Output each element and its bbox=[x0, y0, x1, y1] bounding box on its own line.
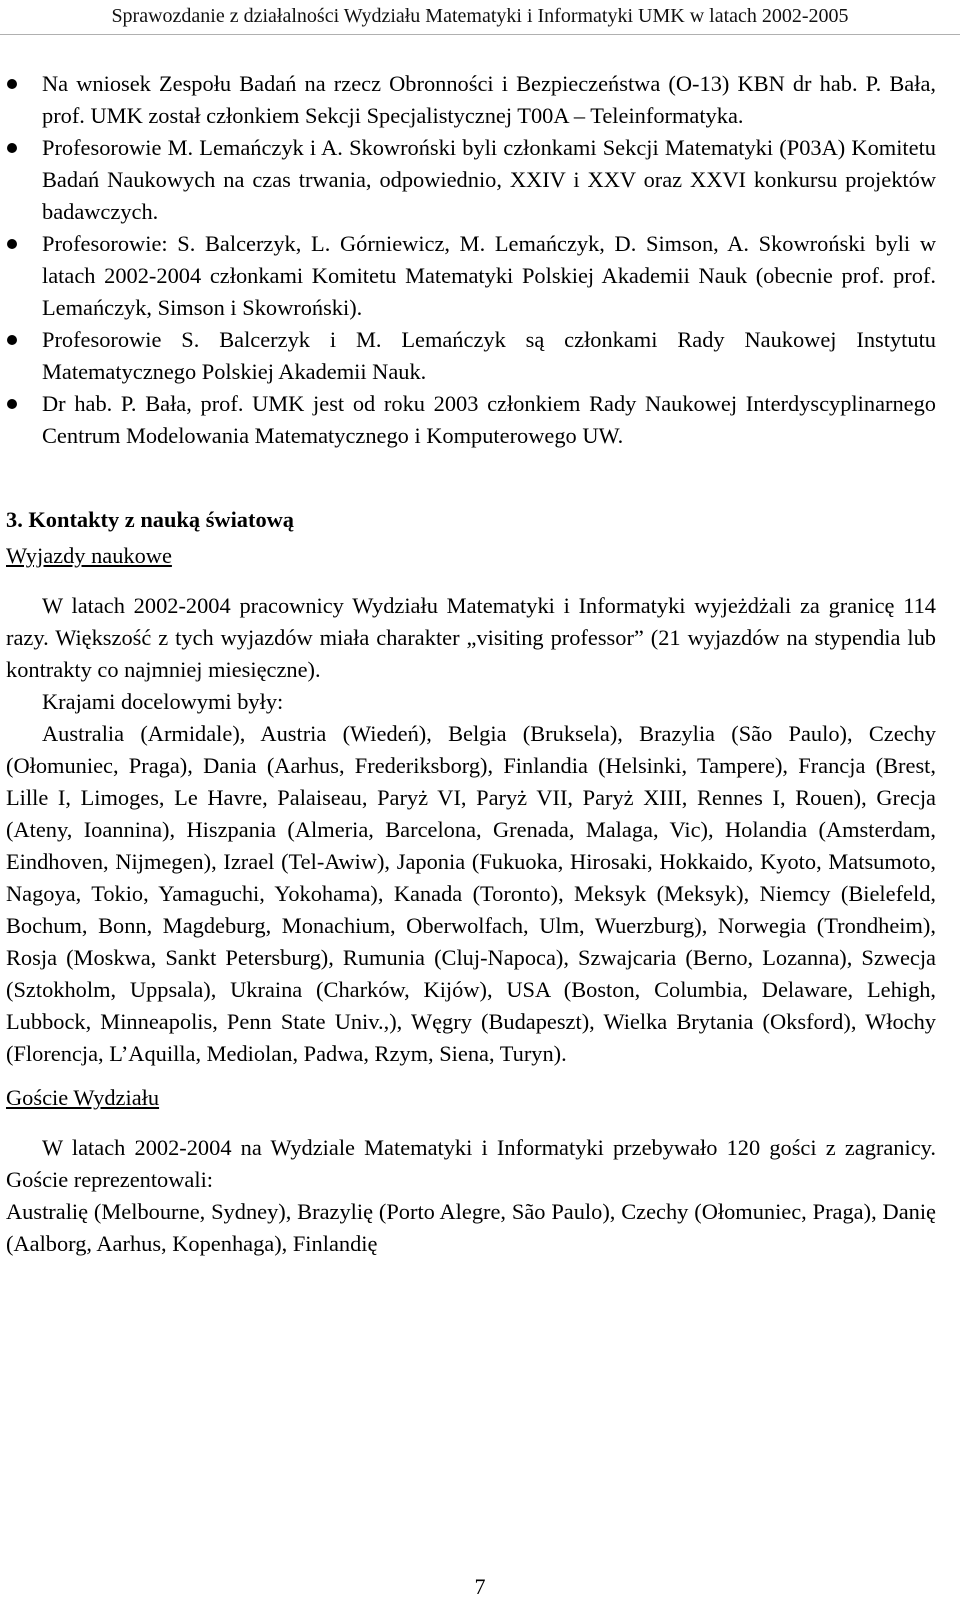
running-header bbox=[0, 0, 960, 35]
membership-list bbox=[6, 68, 936, 452]
guests-paragraph: W latach 2002-2004 na Wydziale Matematyki i Informatyki przebywało 120 gości z zagranicy. Goście reprezentowali: bbox=[6, 1135, 936, 1192]
guests-countries: Australię (Melbourne, Sydney), Brazylię (Porto Alegre, São Paulo), Czechy (Ołomuniec, Praga), Danię (Aalborg, Aarhus, Kopenhaga), Finlandię bbox=[6, 1199, 936, 1256]
list-item: Profesorowie: S. Balcerzyk, L. Górniewicz, M. Lemańczyk, D. Simson, A. Skowroński byli w latach 2002-2004 członkami Komitetu Matematyki Polskiej Akademii Nauk (obecnie prof. prof. Lemańczyk, Simson i Skowroński). bbox=[6, 228, 936, 324]
subsection-heading-guests: Goście Wydziału bbox=[6, 1085, 160, 1110]
countries-label: Krajami docelowymi były: bbox=[42, 689, 284, 714]
running-header-title: Sprawozdanie z działalności Wydziału Matematyki i Informatyki UMK w latach 2002-2005 bbox=[111, 5, 849, 27]
subsection-heading-trips: Wyjazdy naukowe bbox=[6, 543, 172, 568]
section-title: 3. Kontakty z nauką światową bbox=[6, 507, 295, 532]
page-body bbox=[6, 68, 936, 1260]
page-number: 7 bbox=[474, 1574, 486, 1599]
countries-list: Australia (Armidale), Austria (Wiedeń), Belgia (Bruksela), Brazylia (São Paulo), Czechy (Ołomuniec, Praga), Dania (Aarhus, Frederiksborg), Finlandia (Helsinki, Tampere), Francja (Brest, Lille I, Limoges, Le Havre, Palaiseau, Paryż VI, Paryż VII, Paryż XIII, Rennes I, Rouen), Grecja (Ateny, Ioannina), Hiszpania (Almeria, Barcelona, Grenada, Malaga, Vic), Holandia (Amsterdam, Eindhoven, Nijmegen), Izrael (Tel-Awiw), Japonia (Fukuoka, Hirosaki, Hokkaido, Kyoto, Matsumoto, Nagoya, Tokio, Yamaguchi, Yokohama), Kanada (Toronto), Meksyk (Meksyk), Niemcy (Bielefeld, Bochum, Bonn, Magdeburg, Monachium, Oberwolfach, Ulm, Wuerzburg), Norwegia (Trondheim), Rosja (Moskwa, Sankt Petersburg), Rumunia (Cluj-Napoca), Szwajcaria (Berno, Lozanna), Szwecja (Sztokholm, Uppsala), Ukraina (Charków, Kijów), USA (Boston, Columbia, Delaware, Lehigh, Lubbock, Minneapolis, Penn State Univ.,), Węgry (Budapeszt), Wielka Brytania (Oksford), Włochy (Florencja, L’Aquilla, Mediolan, Padwa, Rzym, Siena, Turyn). bbox=[6, 721, 936, 1066]
list-item: Profesorowie S. Balcerzyk i M. Lemańczyk są członkami Rady Naukowej Instytutu Matematycznego Polskiej Akademii Nauk. bbox=[6, 324, 936, 388]
trips-paragraph: W latach 2002-2004 pracownicy Wydziału Matematyki i Informatyki wyjeżdżali za granicę 114 razy. Większość z tych wyjazdów miała charakter „visiting professor” (21 wyjazdów na stypendia lub kontrakty co najmniej miesięczne). bbox=[6, 593, 936, 682]
list-item: Dr hab. P. Bała, prof. UMK jest od roku 2003 członkiem Rady Naukowej Interdyscyplinarnego Centrum Modelowania Matematycznego i Komputerowego UW. bbox=[6, 388, 936, 452]
list-item: Na wniosek Zespołu Badań na rzecz Obronności i Bezpieczeństwa (O-13) KBN dr hab. P. Bała, prof. UMK został członkiem Sekcji Specjalistycznej T00A – Teleinformatyka. bbox=[6, 68, 936, 132]
list-item: Profesorowie M. Lemańczyk i A. Skowroński byli członkami Sekcji Matematyki (P03A) Komitetu Badań Naukowych na czas trwania, odpowiednio, XXIV i XXV oraz XXVI konkursu projektów badawczych. bbox=[6, 132, 936, 228]
